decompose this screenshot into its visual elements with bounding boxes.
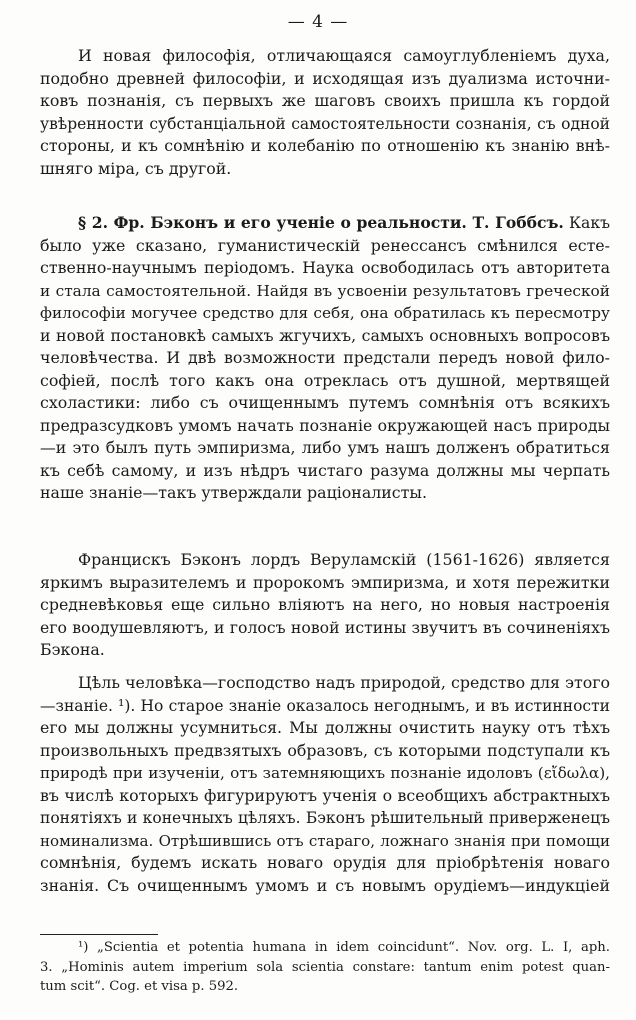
text-line: яркимъ выразителемъ и пророкомъ эмпиризма, и хотя пережитки bbox=[40, 572, 610, 592]
text-line: Францискъ Бэконъ лордъ Веруламскій (1561-1626) является bbox=[78, 550, 610, 569]
footnote-line: 3. „Hominis autem imperium sola scientia constare: tantum enim potest quan- bbox=[40, 959, 610, 975]
paragraph-bacon-intro bbox=[40, 549, 610, 662]
paragraph-intro bbox=[40, 45, 610, 180]
text-line: шняго міра, съ другой. bbox=[40, 158, 232, 178]
text-line: схоластики: либо съ очищеннымъ путемъ сомнѣнія отъ всякихъ bbox=[40, 393, 610, 412]
text-line: понятіяхъ и конечныхъ цѣляхъ. Бэконъ рѣшительный приверженецъ bbox=[40, 809, 610, 827]
text-line: ковъ познанія, съ первыхъ же шаговъ своихъ пришла къ гордой bbox=[40, 91, 610, 110]
text-line: номинализма. Отрѣшившись отъ стараго, ложнаго знанія при помощи bbox=[40, 831, 610, 850]
text-line: человѣчества. И двѣ возможности предстали передъ новой фило- bbox=[40, 348, 610, 367]
text-line: сомнѣнія, будемъ искать новаго орудія для пріобрѣтенія новаго bbox=[40, 853, 610, 872]
heading-line-rest: Какъ bbox=[569, 214, 610, 232]
text-line: къ себѣ самому, и изъ нѣдръ чистаго разума должны мы черпать bbox=[40, 460, 610, 480]
text-line: средневѣковья еще сильно вліяютъ на него, но новыя настроенія bbox=[40, 595, 610, 614]
text-line: природѣ при изученіи, отъ затемняющихъ познаніе идоловъ (εἴδωλα), bbox=[40, 764, 610, 782]
text-line: Цѣль человѣка—господство надъ природой, средство для этого bbox=[78, 673, 610, 692]
page-number: — 4 — bbox=[287, 12, 349, 32]
footnote bbox=[40, 938, 610, 997]
text-line: наше знаніе—такъ утверждали раціоналисты. bbox=[40, 483, 427, 502]
text-line: подобно древней философіи, и исходящая изъ дуализма источни- bbox=[40, 68, 610, 88]
text-line: его мы должны усумниться. Мы должны очистить науку отъ тѣхъ bbox=[40, 718, 610, 737]
paragraph-section-2 bbox=[40, 212, 610, 505]
text-line: и новой постановкѣ самыхъ жгучихъ, самыхъ основныхъ вопросовъ bbox=[40, 325, 610, 345]
footnote-line: tum scit“. Cog. et visa p. 592. bbox=[40, 979, 239, 994]
text-line: И новая философія, отличающаяся самоуглубленіемъ духа, bbox=[78, 46, 610, 65]
text-line: философіи могучее средство для себя, она обратилась къ пересмотру bbox=[40, 304, 610, 322]
text-line: знанія. Съ очищеннымъ умомъ и съ новымъ орудіемъ—индукціей bbox=[40, 875, 610, 895]
text-line: предразсудковъ умомъ начать познаніе окружающей насъ природы bbox=[40, 415, 610, 435]
text-line: и стала самостоятельной. Найдя въ усвоеніи результатовъ греческой bbox=[40, 281, 610, 300]
text-line: увѣренности субстанціальной самостоятельности сознанія, съ одной bbox=[40, 114, 610, 133]
text-line: было уже сказано, гуманистическій ренессансъ смѣнился есте- bbox=[40, 235, 610, 255]
text-line: софіей, послѣ того какъ она отреклась отъ душной, мертвящей bbox=[40, 370, 610, 390]
text-line: въ числѣ которыхъ фигурируютъ ученія о всеобщихъ абстрактныхъ bbox=[40, 785, 610, 805]
text-line: Бэкона. bbox=[40, 640, 105, 659]
text-line: —знаніе. ¹). Но старое знаніе оказалось негоднымъ, и въ истинности bbox=[40, 696, 610, 715]
text-line: ственно-научнымъ періодомъ. Наука освободилась отъ авторитета bbox=[40, 258, 610, 277]
footnote-line: ¹) „Scientia et potentia humana in idem coincidunt“. Nov. org. L. I, aph. bbox=[78, 940, 610, 955]
section-heading: § 2. Фр. Бэконъ и его ученіе о реальности. Т. Гоббсъ. bbox=[78, 213, 564, 232]
paragraph-goal bbox=[40, 672, 610, 897]
text-line: произвольныхъ предвзятыхъ образовъ, съ которыми подступали къ bbox=[40, 740, 610, 760]
section-heading-line bbox=[40, 212, 610, 235]
text-line: —и это былъ путь эмпиризма, либо умъ нашъ долженъ обратиться bbox=[40, 438, 610, 457]
text-line: стороны, и къ сомнѣнію и колебанію по отношенію къ знанію внѣ- bbox=[40, 136, 610, 155]
text-line: его воодушевляютъ, и голосъ новой истины звучитъ въ сочиненіяхъ bbox=[40, 617, 610, 637]
footnote-divider bbox=[40, 934, 158, 935]
